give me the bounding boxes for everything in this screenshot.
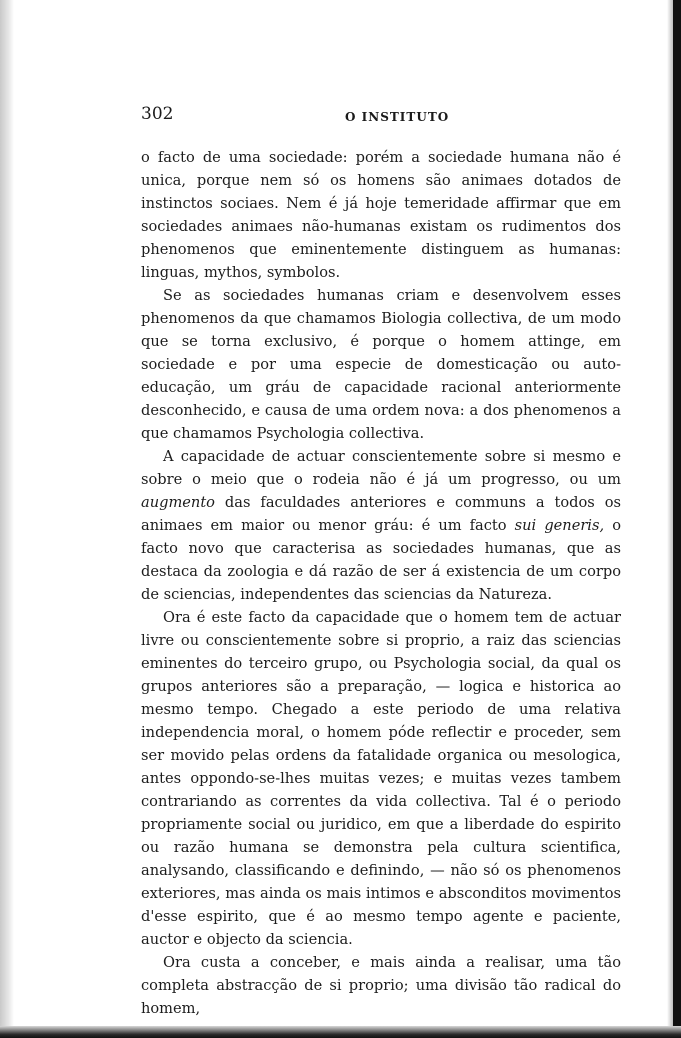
- body-text: [141, 146, 621, 1020]
- running-head: [141, 104, 621, 134]
- page-number: 302: [141, 104, 174, 124]
- book-page: [141, 104, 621, 1017]
- paragraph: Ora custa a conceber, e mais ainda a realisar, uma tão completa abstracção de si proprio; uma divisão tão radical do homem,: [141, 954, 621, 1017]
- italic-term: augmento: [141, 494, 215, 511]
- paragraph: A capacidade de actuar conscientemente sobre si mesmo e sobre o meio que o rodeia não é já um progresso, ou um augmento das faculdades anteriores e communs a todos os animaes em maior ou menor gráu: é um facto sui generis, o facto novo que caracterisa as sociedades humanas, que as destaca da zoologia e dá razão de ser á existencia de um corpo de sciencias, independentes das sciencias da Natureza.: [141, 448, 621, 603]
- paragraph: Se as sociedades humanas criam e desenvolvem esses phenomenos da que chamamos Biologia collectiva, de um modo que se torna exclusivo, é porque o homem attinge, em sociedade e por uma especie de domesticação ou auto-educação, um gráu de capacidade racional anteriormente desconhecido, e causa de uma ordem nova: a dos phenomenos a que chamamos Psychologia collectiva.: [141, 287, 621, 442]
- journal-title: O INSTITUTO: [345, 110, 450, 124]
- scan-margin-right: [673, 0, 681, 1038]
- paragraph: Ora é este facto da capacidade que o homem tem de actuar livre ou conscientemente sobre si proprio, a raiz das sciencias eminentes do terceiro grupo, ou Psychologia social, da qual os grupos anteriores são a preparação, — logica e historica ao mesmo tempo. Chegado a este periodo de uma relativa independencia moral, o homem póde reflectir e proceder, sem ser movido pelas ordens da fatalidade organica ou mesologica, antes oppondo-se-lhes muitas vezes; e muitas vezes tambem contrariando as correntes da vida collectiva. Tal é o periodo propriamente social ou juridico, em que a liberdade do espirito ou razão humana se demonstra pela cultura scientifica, analysando, classificando e definindo, — não só os phenomenos exteriores, mas ainda os mais intimos e absconditos movimentos d'esse espirito, que é ao mesmo tempo agente e paciente, auctor e objecto da sciencia.: [141, 609, 621, 948]
- italic-term: sui generis,: [514, 517, 605, 534]
- scan-margin-left: [0, 0, 14, 1038]
- scan-margin-bottom: [0, 1026, 681, 1038]
- paragraph: o facto de uma sociedade: porém a sociedade humana não é unica, porque nem só os homens são animaes dotados de instinctos sociaes. Nem é já hoje temeridade affirmar que em sociedades animaes não-humanas existam os rudimentos dos phenomenos que eminentemente distinguem as humanas: linguas, mythos, symbolos.: [141, 149, 621, 281]
